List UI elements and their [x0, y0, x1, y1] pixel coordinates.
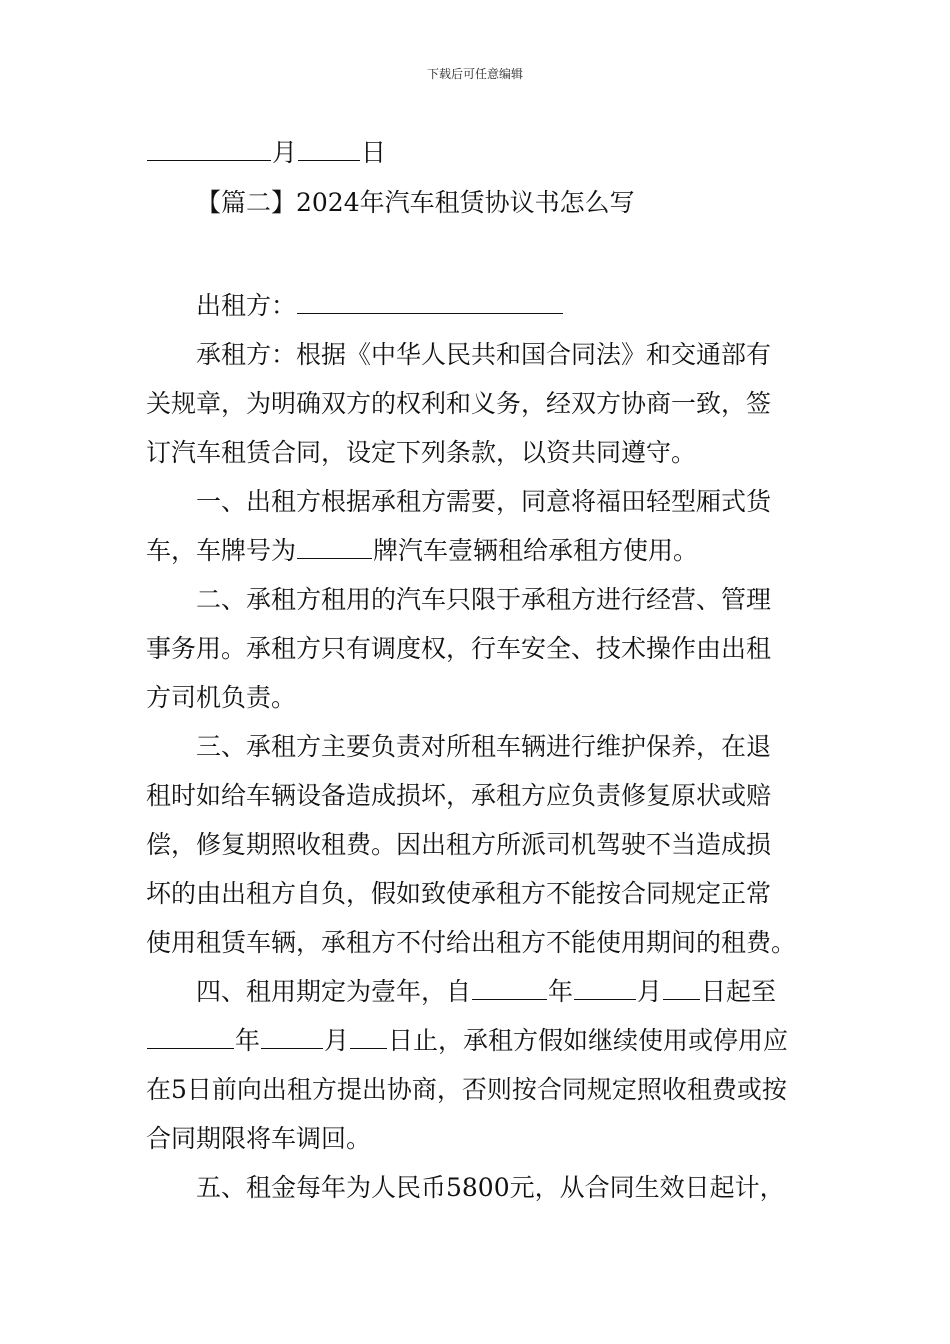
text-line: [146, 1016, 810, 1065]
plate-number-blank: [297, 535, 372, 559]
date-line: [146, 128, 810, 177]
day-to-label: 日止，承租方假如继续使用或停用应: [388, 1026, 789, 1055]
text-line: 订汽车租赁合同，设定下列条款，以资共同遵守。: [146, 438, 697, 467]
text-line: 关规章，为明确双方的权利和义务，经双方协商一致，签: [146, 389, 772, 418]
header-note: 下载后可任意编辑: [426, 67, 523, 81]
text-line: 一、出租方根据承租方需要，同意将福田轻型厢式货: [196, 487, 772, 516]
month-label: 月: [324, 1026, 350, 1055]
text-line: 合同期限将车调回。: [146, 1124, 372, 1153]
lessor-blank: [297, 290, 563, 314]
plate-suffix: 牌汽车壹辆租给承租方使用。: [373, 536, 699, 565]
text-line: [146, 967, 810, 1016]
text-line: 使用租赁车辆，承租方不付给出租方不能使用期间的租费。: [146, 928, 797, 957]
start-year-blank: [472, 976, 547, 1000]
text-line: 方司机负责。: [146, 683, 297, 712]
day-from-label: 日起至: [701, 977, 777, 1006]
paragraph-clause-3: [146, 722, 810, 967]
text-line: 在5日前向出租方提出协商，否则按合同规定照收租费或按: [146, 1075, 787, 1104]
plate-prefix: 车，车牌号为: [146, 536, 297, 565]
paragraph-clause-5: [146, 1163, 810, 1212]
month-label: 月: [637, 977, 663, 1006]
start-day-blank: [663, 976, 700, 1000]
text-line: [146, 526, 810, 575]
year-label: 年: [548, 977, 574, 1006]
section-title: 【篇二】2024年汽车租赁协议书怎么写: [196, 188, 635, 217]
lessor-line: [146, 281, 810, 330]
start-month-blank: [574, 976, 636, 1000]
lessor-label: 出租方：: [196, 291, 297, 320]
paragraph-clause-1: [146, 477, 810, 575]
paragraph-preamble: [146, 330, 810, 477]
text-line: 偿，修复期照收租费。因出租方所派司机驾驶不当造成损: [146, 830, 772, 859]
term-start-label: 四、租用期定为壹年，自: [196, 977, 472, 1006]
date-month-label: 月: [272, 138, 298, 167]
end-year-blank: [147, 1025, 234, 1049]
text-line: 事务用。承租方只有调度权，行车安全、技术操作由出租: [146, 634, 772, 663]
month-blank: [298, 137, 360, 161]
date-day-label: 日: [361, 138, 387, 167]
text-line: 坏的由出租方自负，假如致使承租方不能按合同规定正常: [146, 879, 772, 908]
end-month-blank: [261, 1025, 323, 1049]
spacer: [146, 227, 810, 281]
year-label: 年: [235, 1026, 261, 1055]
text-line: 三、承租方主要负责对所租车辆进行维护保养，在退: [196, 732, 772, 761]
end-day-blank: [350, 1025, 387, 1049]
document-body: [146, 128, 810, 1212]
paragraph-clause-2: [146, 575, 810, 722]
year-blank: [147, 137, 271, 161]
text-line: 租时如给车辆设备造成损坏，承租方应负责修复原状或赔: [146, 781, 772, 810]
text-line: 二、承租方租用的汽车只限于承租方进行经营、管理: [196, 585, 772, 614]
paragraph-clause-4: [146, 967, 810, 1163]
text-line: 承租方：根据《中华人民共和国合同法》和交通部有: [196, 340, 772, 369]
text-line: 五、租金每年为人民币5800元，从合同生效日起计，: [196, 1173, 785, 1202]
